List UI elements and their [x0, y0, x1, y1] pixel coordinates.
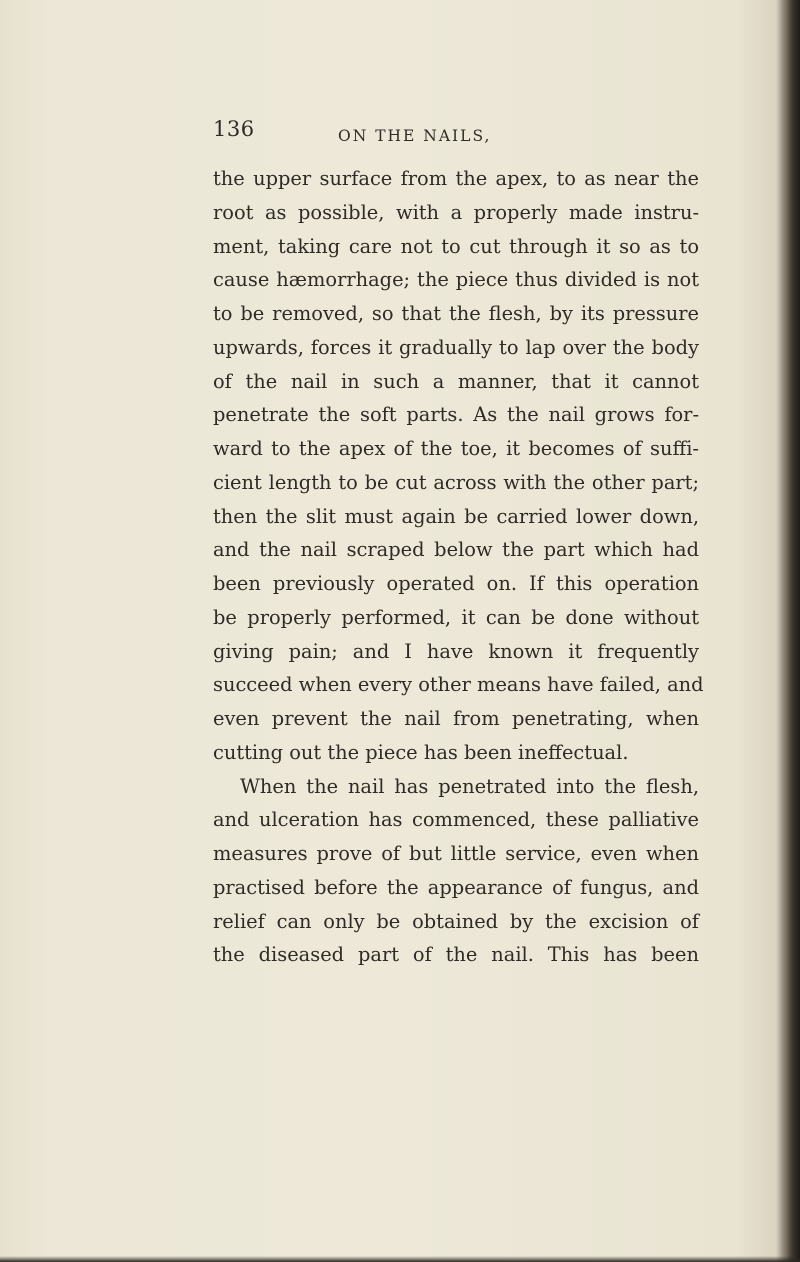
text-line: giving pain; and I have known it frequently — [213, 639, 699, 663]
page-bottom-edge — [0, 1256, 800, 1262]
text-line: even prevent the nail from penetrating, when — [213, 707, 699, 730]
text-line: measures prove of but little service, even when — [213, 842, 699, 865]
text-line: the diseased part of the nail. This has been — [213, 943, 699, 967]
text-line: to be removed, so that the flesh, by its pressure — [213, 302, 699, 325]
paragraph-start-line: When the nail has penetrated into the flesh, — [240, 774, 699, 798]
text-line: the upper surface from the apex, to as near the — [213, 167, 699, 190]
text-line: ward to the apex of the toe, it becomes of suffi- — [213, 437, 699, 460]
text-line: cause hæmorrhage; the piece thus divided is not — [213, 268, 699, 292]
text-line: succeed when every other means have failed, and — [213, 673, 704, 697]
text-line: relief can only be obtained by the excision of — [213, 909, 699, 933]
body-text — [213, 162, 704, 972]
page-number: 136 — [213, 117, 255, 141]
text-line: upwards, forces it gradually to lap over the body — [213, 335, 699, 359]
text-line: root as possible, with a properly made instru- — [213, 200, 699, 224]
page-header — [213, 117, 633, 151]
running-head: ON THE NAILS, — [338, 127, 492, 145]
text-line: then the slit must again be carried lower down, — [213, 504, 699, 528]
text-line: be properly performed, it can be done without — [213, 605, 699, 629]
page-edge-shadow — [778, 0, 800, 1262]
text-line: and the nail scraped below the part which had — [213, 538, 699, 562]
text-line: cient length to be cut across with the other part; — [213, 470, 699, 494]
text-line: been previously operated on. If this operation — [213, 572, 699, 595]
paragraph-end-line: cutting out the piece has been ineffectual. — [213, 740, 629, 764]
text-line: practised before the appearance of fungus, and — [213, 875, 699, 899]
text-line: ment, taking care not to cut through it so as to — [213, 234, 699, 258]
text-line: and ulceration has commenced, these palliative — [213, 808, 699, 832]
text-line: penetrate the soft parts. As the nail grows for- — [213, 403, 699, 427]
text-line: of the nail in such a manner, that it cannot — [213, 369, 699, 393]
